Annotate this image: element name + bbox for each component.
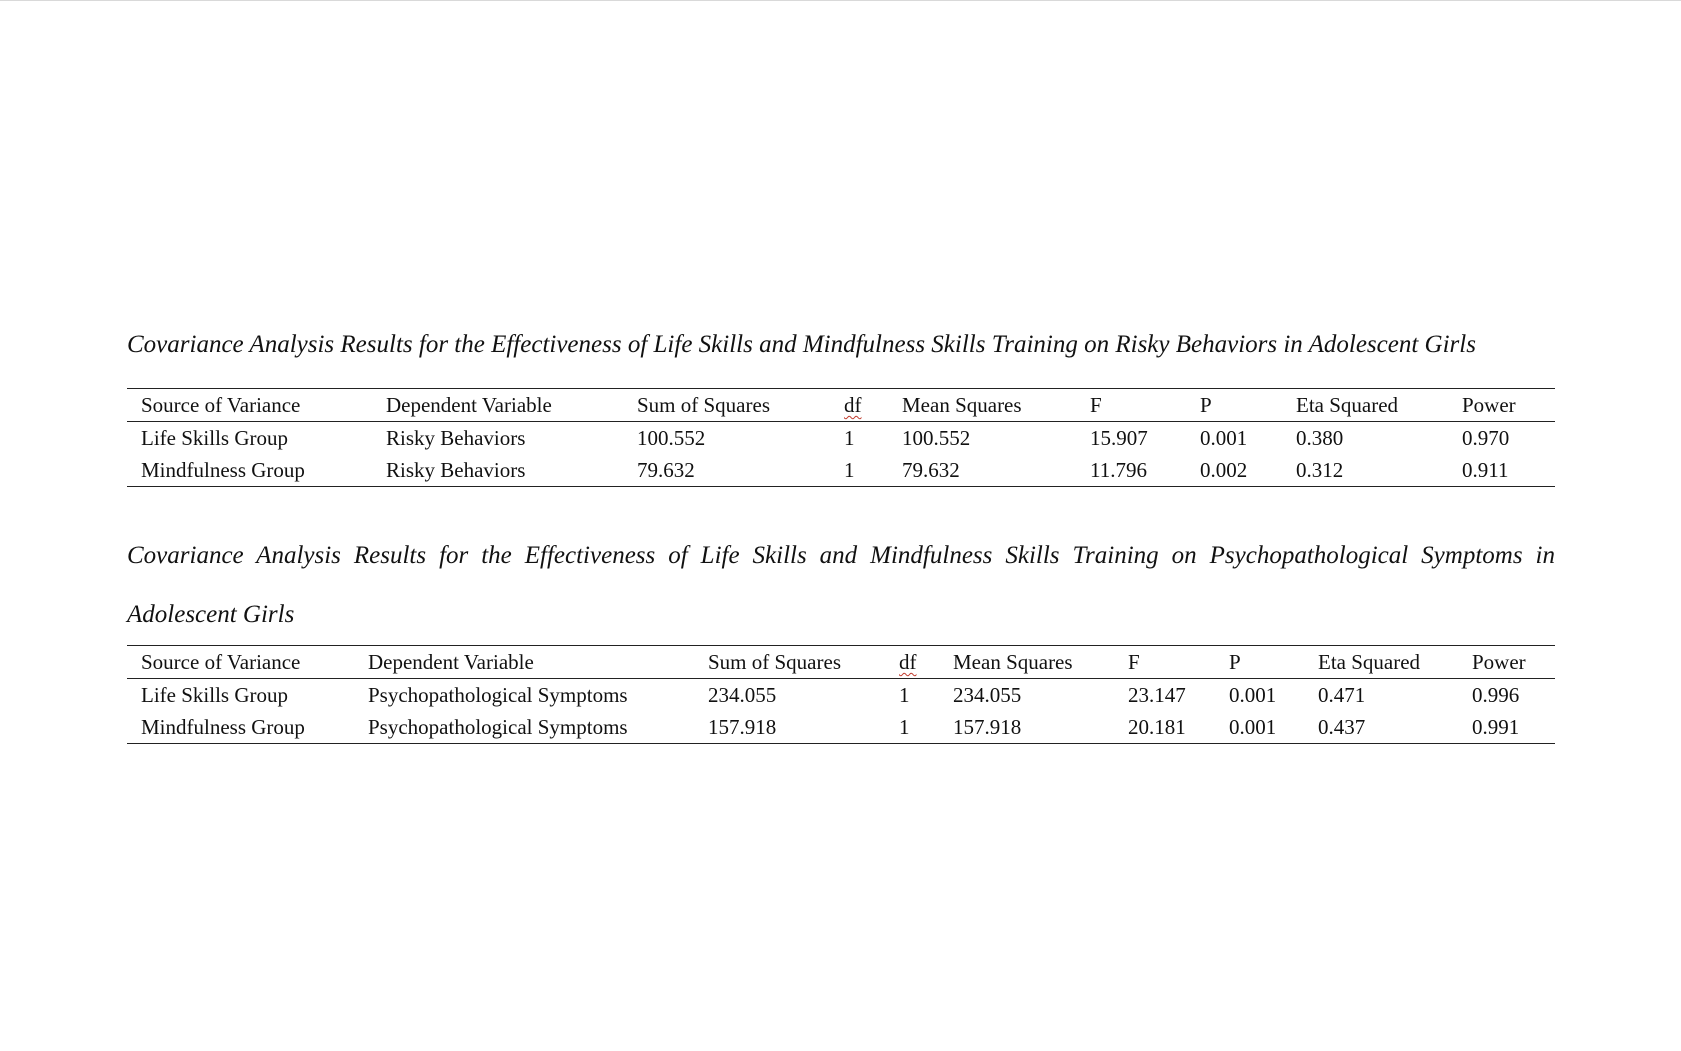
table-row: [127, 679, 1555, 712]
header-power: Power: [1472, 650, 1526, 674]
cell-p: 0.001: [1229, 715, 1277, 739]
cell-source: Life Skills Group: [141, 683, 288, 707]
header-sum-of-squares: Sum of Squares: [637, 393, 770, 417]
header-f: F: [1128, 650, 1140, 674]
cell-f: 11.796: [1090, 458, 1147, 482]
cell-dependent-variable: Psychopathological Symptoms: [368, 683, 628, 707]
cell-source: Mindfulness Group: [141, 715, 305, 739]
cell-dependent-variable: Risky Behaviors: [386, 426, 526, 450]
cell-sum-of-squares: 79.632: [637, 458, 695, 482]
cell-f: 20.181: [1128, 715, 1186, 739]
header-mean-squares: Mean Squares: [902, 393, 1022, 417]
table-2-caption: Covariance Analysis Results for the Effectiveness of Life Skills and Mindfulness Skills Training on Psychopathological Symptoms in Adolescent Girls: [127, 542, 1555, 628]
cell-dependent-variable: Psychopathological Symptoms: [368, 715, 628, 739]
header-df: [885, 646, 939, 679]
header-dependent-variable: Dependent Variable: [368, 650, 534, 674]
cell-p: 0.002: [1200, 458, 1248, 482]
cell-df: 1: [899, 715, 910, 739]
cell-df: 1: [844, 426, 855, 450]
cell-sum-of-squares: 234.055: [708, 683, 777, 707]
cell-f: 23.147: [1128, 683, 1186, 707]
cell-power: 0.991: [1472, 715, 1520, 739]
cell-eta-squared: 0.437: [1318, 715, 1366, 739]
cell-power: 0.970: [1462, 426, 1510, 450]
header-row: [127, 646, 1555, 679]
cell-mean-squares: 79.632: [902, 458, 960, 482]
cell-df: 1: [899, 683, 910, 707]
cell-f: 15.907: [1090, 426, 1148, 450]
cell-source: Life Skills Group: [141, 426, 288, 450]
header-p: P: [1200, 393, 1212, 417]
cell-p: 0.001: [1229, 683, 1277, 707]
table-row: [127, 422, 1555, 455]
header-source-of-variance: Source of Variance: [141, 393, 301, 417]
cell-power: 0.996: [1472, 683, 1520, 707]
header-row: [127, 389, 1555, 422]
cell-eta-squared: 0.312: [1296, 458, 1344, 482]
table-1-caption: Covariance Analysis Results for the Effectiveness of Life Skills and Mindfulness Skills Training on Risky Behaviors in Adolescent Girls: [127, 331, 1476, 358]
cell-eta-squared: 0.471: [1318, 683, 1366, 707]
cell-source: Mindfulness Group: [141, 458, 305, 482]
cell-mean-squares: 157.918: [953, 715, 1022, 739]
header-sum-of-squares: Sum of Squares: [708, 650, 841, 674]
page-top-edge: [0, 0, 1681, 1]
cell-df: 1: [844, 458, 855, 482]
table-row: [127, 454, 1555, 487]
df-label: df: [899, 650, 917, 674]
header-eta-squared: Eta Squared: [1296, 393, 1399, 417]
header-source-of-variance: Source of Variance: [141, 650, 301, 674]
header-power: Power: [1462, 393, 1516, 417]
header-dependent-variable: Dependent Variable: [386, 393, 552, 417]
header-eta-squared: Eta Squared: [1318, 650, 1421, 674]
cell-eta-squared: 0.380: [1296, 426, 1344, 450]
cell-sum-of-squares: 157.918: [708, 715, 777, 739]
table-row: [127, 711, 1555, 744]
risky-behaviors-table: [127, 388, 1555, 487]
cell-dependent-variable: Risky Behaviors: [386, 458, 526, 482]
header-mean-squares: Mean Squares: [953, 650, 1073, 674]
cell-mean-squares: 100.552: [902, 426, 971, 450]
df-label: df: [844, 393, 862, 417]
header-f: F: [1090, 393, 1102, 417]
cell-sum-of-squares: 100.552: [637, 426, 706, 450]
cell-power: 0.911: [1462, 458, 1509, 482]
psychopathological-symptoms-table: [127, 645, 1555, 744]
cell-mean-squares: 234.055: [953, 683, 1022, 707]
cell-p: 0.001: [1200, 426, 1248, 450]
header-p: P: [1229, 650, 1241, 674]
header-df: [830, 389, 888, 422]
